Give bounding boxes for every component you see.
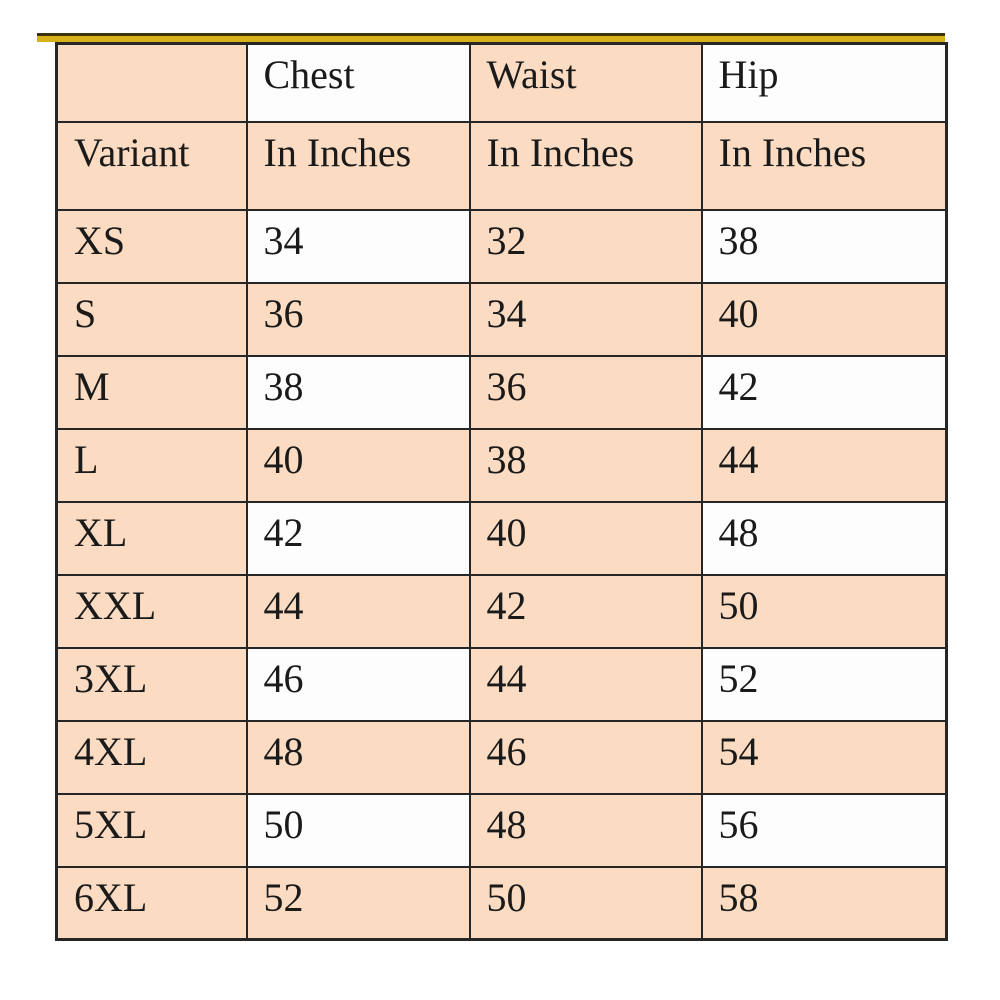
table-row-s	[57, 283, 947, 356]
table-row-xxl	[57, 575, 947, 648]
cell-l-hip: 44	[702, 429, 947, 502]
header-row-units	[57, 122, 947, 210]
header-chest-units: In Inches	[247, 122, 470, 210]
cell-xs-chest: 34	[247, 210, 470, 283]
table-row-m	[57, 356, 947, 429]
cell-4xl-hip: 54	[702, 721, 947, 794]
header-row-measurements	[57, 44, 947, 122]
cell-6xl-hip: 58	[702, 867, 947, 940]
cell-3xl-variant: 3XL	[57, 648, 247, 721]
cell-5xl-variant: 5XL	[57, 794, 247, 867]
table-row-3xl	[57, 648, 947, 721]
cell-6xl-chest: 52	[247, 867, 470, 940]
table-top-accent	[37, 33, 945, 42]
header-waist-units: In Inches	[470, 122, 702, 210]
cell-6xl-variant: 6XL	[57, 867, 247, 940]
cell-m-hip: 42	[702, 356, 947, 429]
header-chest: Chest	[247, 44, 470, 122]
cell-xxl-waist: 42	[470, 575, 702, 648]
header-variant: Variant	[57, 122, 247, 210]
table-row-4xl	[57, 721, 947, 794]
cell-m-waist: 36	[470, 356, 702, 429]
cell-xs-hip: 38	[702, 210, 947, 283]
cell-xl-hip: 48	[702, 502, 947, 575]
cell-l-variant: L	[57, 429, 247, 502]
cell-s-chest: 36	[247, 283, 470, 356]
header-hip-units: In Inches	[702, 122, 947, 210]
header-blank-cell	[57, 44, 247, 122]
cell-l-waist: 38	[470, 429, 702, 502]
cell-xl-waist: 40	[470, 502, 702, 575]
cell-3xl-waist: 44	[470, 648, 702, 721]
size-chart	[55, 42, 948, 941]
cell-m-variant: M	[57, 356, 247, 429]
cell-4xl-variant: 4XL	[57, 721, 247, 794]
cell-l-chest: 40	[247, 429, 470, 502]
cell-xs-waist: 32	[470, 210, 702, 283]
cell-xxl-hip: 50	[702, 575, 947, 648]
cell-4xl-waist: 46	[470, 721, 702, 794]
header-waist: Waist	[470, 44, 702, 122]
cell-6xl-waist: 50	[470, 867, 702, 940]
cell-xxl-variant: XXL	[57, 575, 247, 648]
table-row-xl	[57, 502, 947, 575]
size-chart-table	[55, 33, 945, 941]
table-row-6xl	[57, 867, 947, 940]
cell-xs-variant: XS	[57, 210, 247, 283]
cell-m-chest: 38	[247, 356, 470, 429]
cell-5xl-chest: 50	[247, 794, 470, 867]
table-row-l	[57, 429, 947, 502]
table-row-xs	[57, 210, 947, 283]
cell-xl-variant: XL	[57, 502, 247, 575]
cell-3xl-chest: 46	[247, 648, 470, 721]
cell-xxl-chest: 44	[247, 575, 470, 648]
header-hip: Hip	[702, 44, 947, 122]
cell-5xl-hip: 56	[702, 794, 947, 867]
cell-s-hip: 40	[702, 283, 947, 356]
cell-s-waist: 34	[470, 283, 702, 356]
cell-3xl-hip: 52	[702, 648, 947, 721]
table-row-5xl	[57, 794, 947, 867]
cell-xl-chest: 42	[247, 502, 470, 575]
cell-s-variant: S	[57, 283, 247, 356]
cell-4xl-chest: 48	[247, 721, 470, 794]
cell-5xl-waist: 48	[470, 794, 702, 867]
